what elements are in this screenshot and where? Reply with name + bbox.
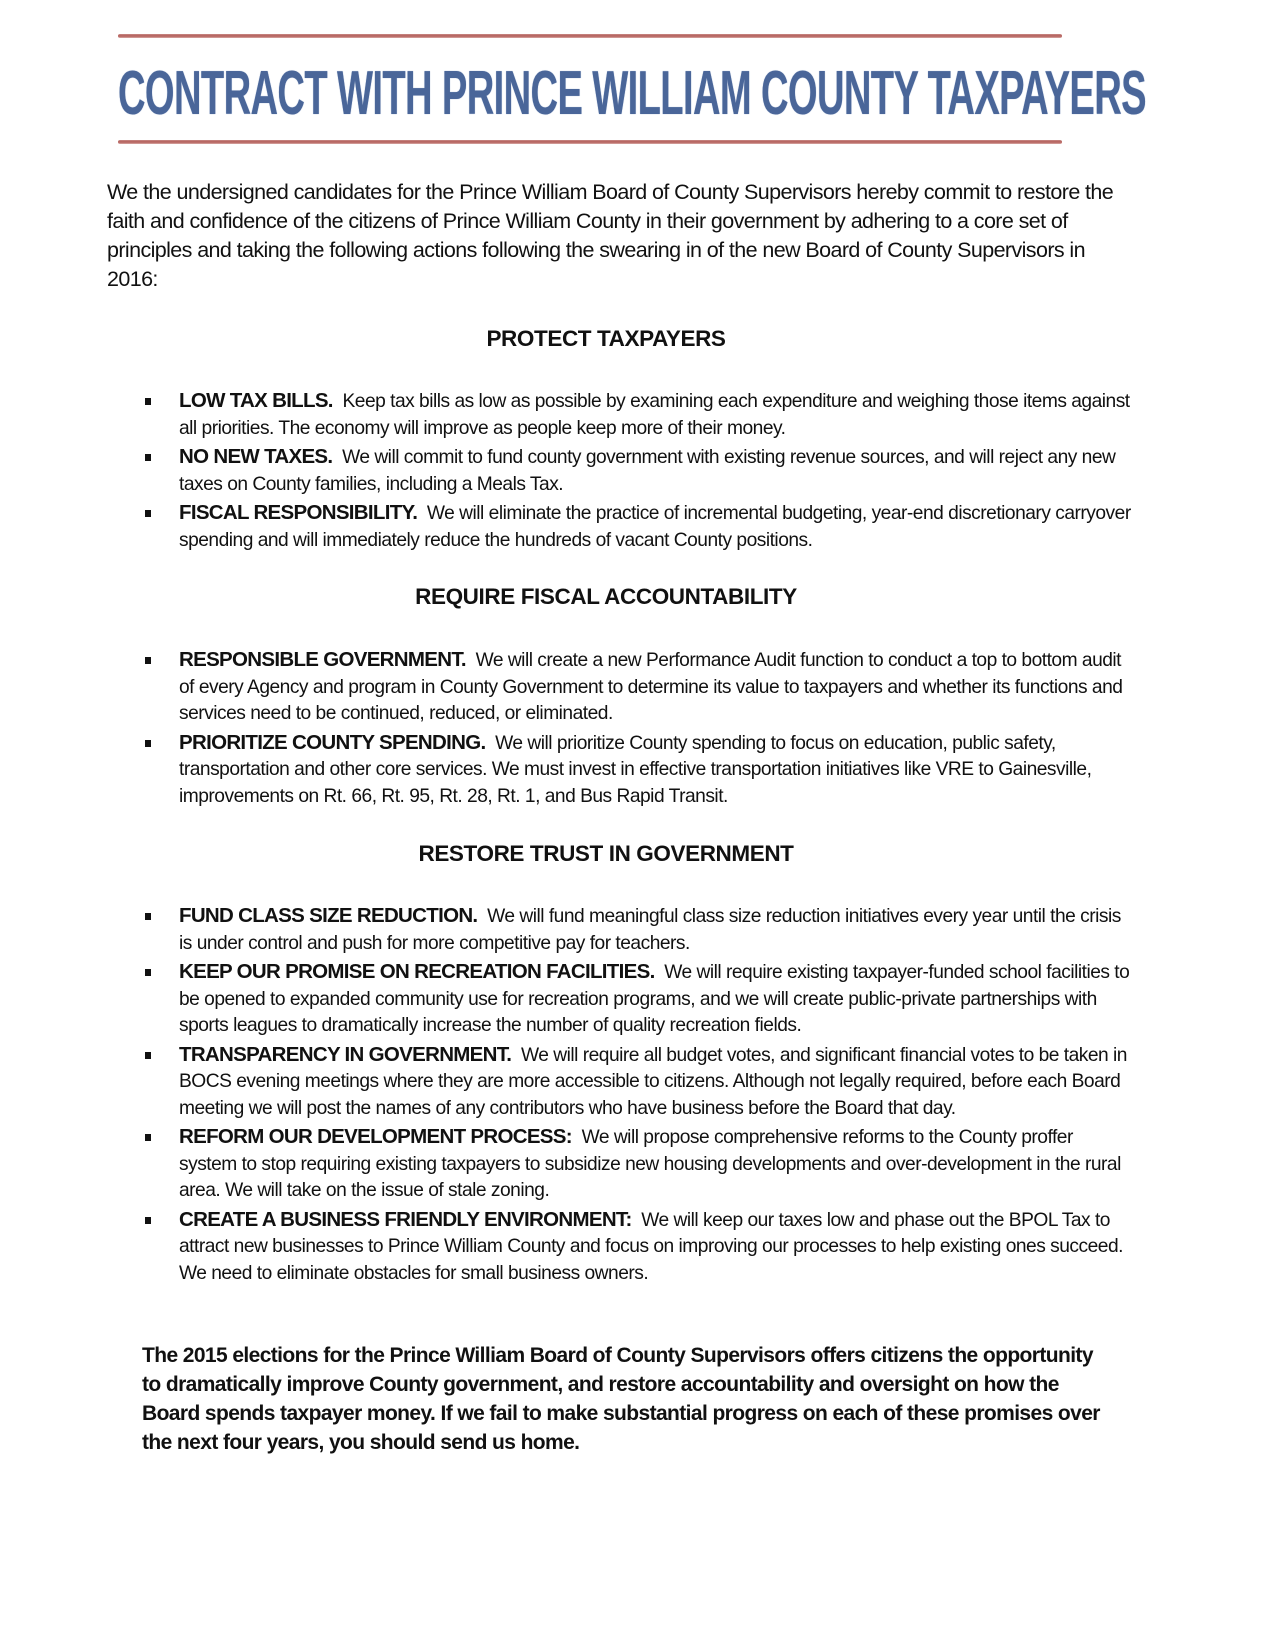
bullet-icon bbox=[145, 740, 151, 747]
item-lead: FISCAL RESPONSIBILITY. bbox=[179, 501, 418, 524]
list-item bbox=[142, 1207, 1132, 1288]
item-lead: PRIORITIZE COUNTY SPENDING. bbox=[179, 730, 486, 754]
protect-taxpayers-list bbox=[142, 388, 1132, 556]
list-item bbox=[142, 500, 1132, 554]
bullet-icon bbox=[145, 398, 151, 405]
closing-statement: The 2015 elections for the Prince William Board of County Supervisors offers citizens the opportunity to dramatically improve County government, and restore accountability and oversight on how the Board spends taxpayer money. If we fail to make substantial progress on each of these promises over the next four years, you should send us home. bbox=[142, 1344, 1100, 1454]
section-title-protect-taxpayers: PROTECT TAXPAYERS bbox=[486, 326, 726, 351]
item-lead: TRANSPARENCY IN GOVERNMENT. bbox=[179, 1042, 512, 1066]
bullet-icon bbox=[145, 969, 151, 976]
list-item bbox=[142, 444, 1132, 498]
section-title-restore-trust: RESTORE TRUST IN GOVERNMENT bbox=[418, 841, 794, 866]
item-lead: REFORM OUR DEVELOPMENT PROCESS: bbox=[179, 1125, 572, 1148]
bullet-icon bbox=[145, 454, 151, 461]
section-title-require-fiscal-accountability: REQUIRE FISCAL ACCOUNTABILITY bbox=[415, 584, 797, 609]
item-lead: RESPONSIBLE GOVERNMENT. bbox=[179, 648, 466, 671]
restore-trust-list bbox=[142, 903, 1132, 1289]
item-text: We will create a new Performance Audit function to conduct a top to bottom audit of every Agency and program in County Government to determine its value to taxpayers and whether its functions and services need to be continued, reduced, or eliminated. bbox=[179, 650, 1123, 724]
list-item bbox=[142, 1042, 1132, 1123]
list-item bbox=[142, 1124, 1132, 1205]
bullet-icon bbox=[145, 657, 151, 664]
item-lead: CREATE A BUSINESS FRIENDLY ENVIRONMENT: bbox=[179, 1207, 632, 1231]
list-item bbox=[142, 647, 1132, 728]
list-item bbox=[142, 903, 1132, 957]
item-text: We will propose comprehensive reforms to the County proffer system to stop requiring existing taxpayers to subsidize new housing developments and over-development in the rural area. We will take on the issue of stale zoning. bbox=[179, 1127, 1121, 1201]
top-rule bbox=[118, 34, 1062, 38]
bullet-icon bbox=[145, 1052, 151, 1059]
bottom-rule bbox=[118, 140, 1062, 144]
list-item bbox=[142, 730, 1132, 811]
item-text: We will require all budget votes, and significant financial votes to be taken in BOCS evening meetings where they are more accessible to citizens. Although not legally required, before each Board meeting we will post the names of any contributors who have business before the Board that day. bbox=[179, 1044, 1127, 1119]
item-text: We will keep our taxes low and phase out the BPOL Tax to attract new businesses to Prince William County and focus on improving our processes to help existing ones succeed. We need to eliminate obstacles for small business owners. bbox=[179, 1209, 1123, 1284]
list-item bbox=[142, 388, 1132, 442]
intro-paragraph: We the undersigned candidates for the Prince William Board of County Supervisors hereby commit to restore the faith and confidence of the citizens of Prince William County in their government by adhering to a core set of principles and taking the following actions following the swearing in of the new Board of County Supervisors in 2016: bbox=[107, 180, 1114, 291]
item-text: Keep tax bills as low as possible by examining each expenditure and weighing those items against all priorities. The economy will improve as people keep more of their money. bbox=[179, 391, 1130, 439]
item-text: We will require existing taxpayer-funded school facilities to be opened to expanded community use for recreation programs, and we will create public-private partnerships with sports leagues to dramatically increase the number of quality recreation fields. bbox=[179, 962, 1130, 1036]
document-title: CONTRACT WITH PRINCE WILLIAM COUNTY TAXPAYERS bbox=[118, 59, 1146, 128]
item-text: We will eliminate the practice of incremental budgeting, year-end discretionary carryover spending and will immediately reduce the hundreds of vacant County positions. bbox=[179, 503, 1131, 551]
bullet-icon bbox=[145, 913, 151, 920]
item-text: We will prioritize County spending to focus on education, public safety, transportation and other core services. We must invest in effective transportation initiatives like VRE to Gainesville, improvements on Rt. 66, Rt. 95, Rt. 28, Rt. 1, and Bus Rapid Transit. bbox=[179, 732, 1092, 807]
item-lead: FUND CLASS SIZE REDUCTION. bbox=[179, 904, 478, 927]
list-item bbox=[142, 959, 1132, 1040]
item-lead: KEEP OUR PROMISE ON RECREATION FACILITIES. bbox=[179, 960, 655, 983]
title-banner bbox=[118, 32, 1146, 150]
bullet-icon bbox=[145, 1217, 151, 1224]
item-text: We will commit to fund county government with existing revenue sources, and will reject any new taxes on County families, including a Meals Tax. bbox=[179, 447, 1116, 495]
bullet-icon bbox=[145, 1134, 151, 1141]
item-lead: NO NEW TAXES. bbox=[179, 445, 333, 468]
item-lead: LOW TAX BILLS. bbox=[179, 389, 333, 412]
bullet-icon bbox=[145, 510, 151, 517]
fiscal-accountability-list bbox=[142, 647, 1132, 812]
item-text: We will fund meaningful class size reduction initiatives every year until the crisis is under control and push for more competitive pay for teachers. bbox=[179, 906, 1121, 954]
